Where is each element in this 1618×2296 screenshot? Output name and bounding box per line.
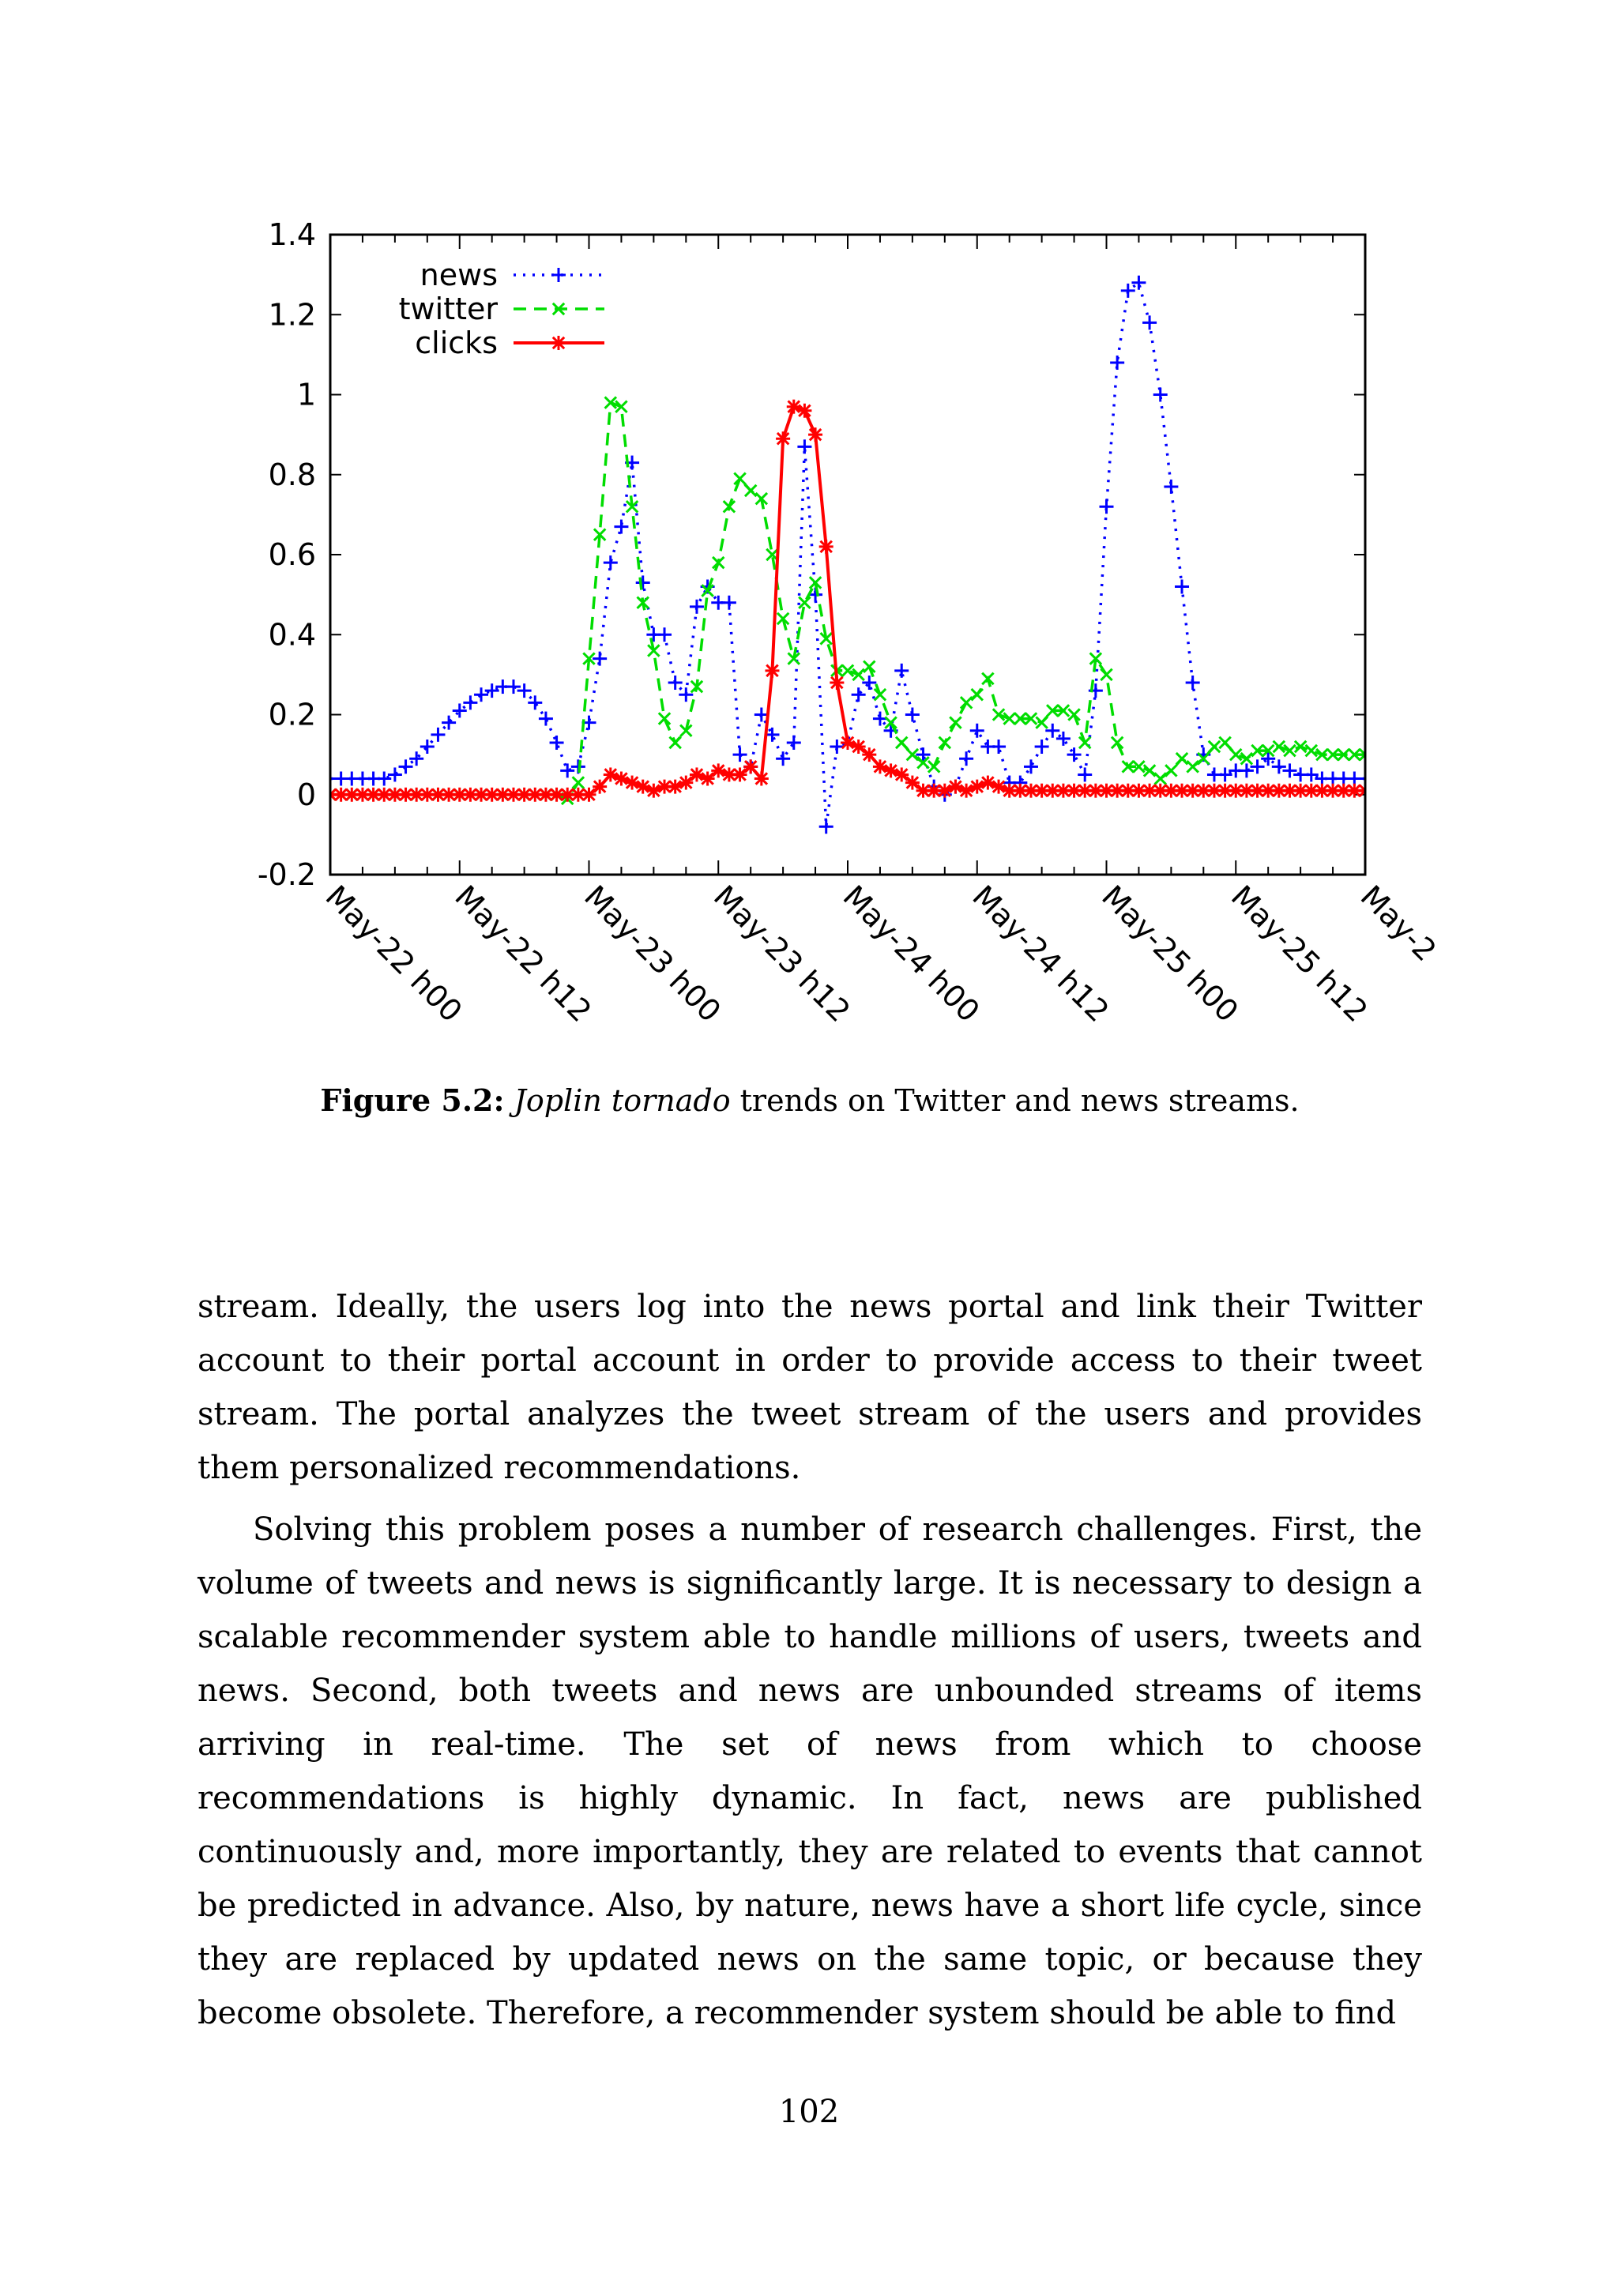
chart-figure: [237, 198, 1469, 1082]
legend-label-news: news: [420, 258, 498, 292]
point-twitter: [993, 709, 1004, 720]
point-news: [657, 627, 672, 642]
point-news: [1045, 724, 1059, 738]
point-clicks: [808, 427, 822, 442]
point-clicks: [830, 676, 844, 690]
y-tick-label: 1: [296, 377, 316, 412]
body-text: [198, 1280, 1422, 2040]
legend-marker-clicks: [551, 336, 566, 350]
point-news: [894, 664, 909, 678]
point-clicks: [905, 776, 920, 790]
point-twitter: [1165, 765, 1176, 776]
paragraph-2: Solving this problem poses a number of research challenges. First, the volume of tweets and news is significantly large. It is necessary to design a scalable recommender system able to handle millions of users, tweets and news. Second, both tweets and news are unbounded streams of items arriving in real-time. The set of news from which to choose recommendations is highly dynamic. In fact, news are published continuously and, more importantly, they are related to events that cannot be predicted in advance. Also, by nature, news have a short life cycle, since they are replaced by updated news on the same topic, or because they become obsolete. Therefore, a recommender system should be able to find: [198, 1511, 1422, 2031]
point-twitter: [928, 761, 939, 772]
point-twitter: [659, 713, 670, 724]
line-chart: [237, 198, 1469, 1082]
point-twitter: [1112, 737, 1123, 748]
point-clicks: [733, 767, 747, 781]
point-twitter: [1295, 741, 1306, 752]
point-twitter: [573, 777, 584, 788]
point-news: [852, 687, 866, 702]
y-tick-label: 0.8: [268, 457, 316, 492]
point-news: [690, 600, 704, 614]
y-tick-label: 1.2: [268, 297, 316, 333]
figure-caption: [198, 1082, 1422, 1118]
point-news: [733, 747, 747, 762]
point-clicks: [679, 776, 693, 790]
x-tick-label: May-25 h00: [1095, 879, 1245, 1029]
point-news: [1110, 356, 1124, 370]
point-news: [550, 736, 564, 750]
point-clicks: [743, 759, 758, 773]
point-twitter: [961, 697, 972, 708]
point-clicks: [894, 767, 909, 781]
point-news: [1175, 580, 1189, 594]
point-clicks: [776, 431, 790, 446]
point-news: [1261, 751, 1275, 766]
point-twitter: [1187, 761, 1198, 772]
point-twitter: [1241, 753, 1252, 764]
point-news: [1056, 732, 1071, 746]
point-news: [991, 740, 1006, 754]
page-number: 102: [778, 2094, 840, 2130]
point-news: [604, 555, 618, 570]
point-twitter: [1079, 737, 1090, 748]
x-tick-label: May-23 h12: [706, 879, 857, 1029]
x-tick-label: May-22 h00: [318, 879, 469, 1029]
point-twitter: [875, 689, 886, 700]
point-twitter: [1036, 717, 1047, 728]
point-twitter: [745, 485, 756, 496]
y-tick-label: 1.4: [268, 217, 316, 252]
x-tick-label: May-22 h12: [448, 879, 599, 1029]
point-news: [409, 751, 423, 766]
point-news: [1142, 315, 1157, 329]
point-clicks: [701, 772, 715, 786]
point-news: [1164, 480, 1178, 494]
legend-label-twitter: twitter: [398, 292, 498, 326]
y-tick-label: -0.2: [257, 857, 316, 892]
point-news: [819, 819, 833, 834]
point-twitter: [1101, 669, 1112, 680]
legend: [399, 258, 604, 360]
point-twitter: [864, 661, 875, 672]
point-twitter: [972, 689, 983, 700]
point-twitter: [669, 737, 680, 748]
x-tick-label: May-25 h12: [1224, 879, 1375, 1029]
caption-text: trends on Twitter and news streams.: [730, 1083, 1300, 1118]
series-clicks: [323, 400, 1372, 802]
point-news: [636, 575, 650, 589]
x-tick-label: May-24 h00: [836, 879, 987, 1029]
point-clicks: [593, 780, 607, 794]
point-news: [1100, 499, 1114, 514]
point-clicks: [765, 664, 779, 678]
point-clicks: [852, 740, 866, 754]
point-news: [453, 703, 467, 717]
point-twitter: [1155, 773, 1166, 784]
point-twitter: [939, 737, 950, 748]
y-tick-label: 0.6: [268, 537, 316, 572]
point-twitter: [1274, 741, 1285, 752]
point-clicks: [582, 788, 596, 802]
point-twitter: [1068, 709, 1079, 720]
y-tick-label: 0: [296, 777, 316, 812]
point-news: [1035, 740, 1049, 754]
point-twitter: [734, 473, 745, 484]
point-news: [862, 676, 876, 690]
point-news: [1186, 676, 1200, 690]
point-clicks: [819, 540, 833, 554]
point-twitter: [896, 737, 907, 748]
point-twitter: [1306, 745, 1317, 756]
point-news: [722, 596, 736, 610]
point-news: [1153, 388, 1168, 402]
point-news: [959, 751, 973, 766]
point-news: [797, 439, 811, 454]
y-tick-label: 0.4: [268, 617, 316, 653]
legend-marker-news: [551, 268, 566, 282]
point-twitter: [799, 597, 810, 608]
point-news: [1131, 276, 1146, 290]
point-twitter: [1209, 741, 1220, 752]
point-news: [431, 728, 445, 742]
point-clicks: [862, 747, 876, 762]
paragraph-1: stream. Ideally, the users log into the news portal and link their Twitter account to their portal account in order to provide access to their tweet stream. The portal analyzes the tweet stream of the users and provides them personalized recommendations.: [198, 1289, 1422, 1486]
point-twitter: [1219, 737, 1230, 748]
caption-label: Figure 5.2:: [320, 1082, 505, 1118]
point-news: [1067, 747, 1082, 762]
legend-label-clicks: clicks: [415, 326, 498, 360]
point-clicks: [797, 404, 811, 418]
point-news: [1078, 767, 1092, 781]
x-tick-label: May-23 h00: [578, 879, 728, 1029]
point-clicks: [754, 772, 769, 786]
point-news: [905, 708, 920, 722]
point-twitter: [842, 665, 853, 676]
point-twitter: [1176, 753, 1187, 764]
point-news: [787, 736, 801, 750]
x-tick-label: May-2: [1353, 879, 1443, 969]
caption-emphasis: Joplin tornado: [514, 1083, 731, 1118]
y-tick-label: 0.2: [268, 697, 316, 732]
point-twitter: [950, 717, 961, 728]
point-news: [614, 520, 628, 534]
x-tick-label: May-24 h12: [965, 879, 1116, 1029]
